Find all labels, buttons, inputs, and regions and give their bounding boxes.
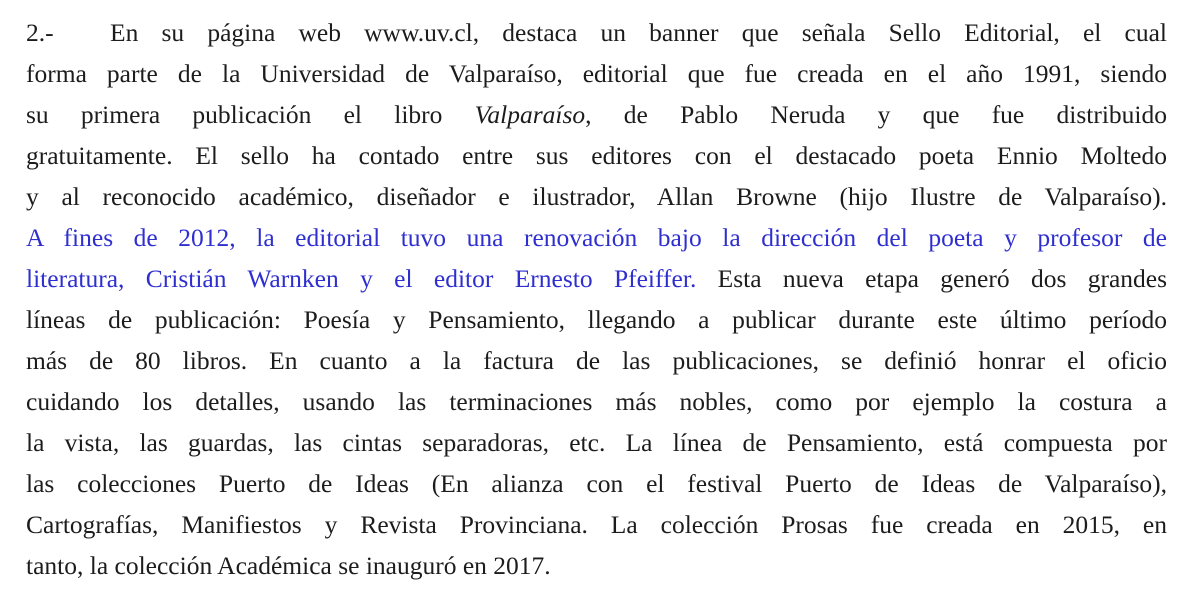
book-title-italic: Valparaíso	[474, 100, 586, 129]
text-line-10: cuidando los detalles, usando las terminaciones más nobles, como por ejemplo la costura a	[26, 387, 1167, 416]
text-line-1-content: En su página web www.uv.cl, destaca un banner que señala Sello Editorial, el cual	[110, 18, 1167, 47]
text-line-7-rest: Esta nueva etapa generó dos grandes	[696, 264, 1167, 293]
text-line-12: las colecciones Puerto de Ideas (En alianza con el festival Puerto de Ideas de Valparaíso),	[26, 469, 1167, 498]
text-line-11: la vista, las guardas, las cintas separadoras, etc. La línea de Pensamiento, está compuesta por	[26, 428, 1167, 457]
text-line-8: líneas de publicación: Poesía y Pensamiento, llegando a publicar durante este último período	[26, 305, 1167, 334]
text-line-9: más de 80 libros. En cuanto a la factura de las publicaciones, se definió honrar el oficio	[26, 346, 1167, 375]
text-line-4: gratuitamente. El sello ha contado entre sus editores con el destacado poeta Ennio Moltedo	[26, 141, 1167, 170]
text-line-1	[26, 12, 1167, 53]
text-line-3	[26, 94, 1167, 135]
text-line-3-start: su primera publicación el libro	[26, 100, 475, 129]
text-line-3-end: , de Pablo Neruda y que fue distribuido	[585, 100, 1167, 129]
text-line-2: forma parte de la Universidad de Valparaíso, editorial que fue creada en el año 1991, siendo	[26, 59, 1167, 88]
text-line-14: tanto, la colección Académica se inauguró en 2017.	[26, 551, 551, 580]
highlighted-line-7: literatura, Cristián Warnken y el editor Ernesto Pfeiffer.	[26, 264, 697, 293]
highlighted-line-6: A fines de 2012, la editorial tuvo una renovación bajo la dirección del poeta y profesor de	[26, 223, 1167, 252]
paragraph-number: 2.-	[26, 18, 54, 47]
text-line-5: y al reconocido académico, diseñador e ilustrador, Allan Browne (hijo Ilustre de Valparaíso).	[26, 182, 1167, 211]
text-line-7	[26, 258, 1167, 299]
paragraph-2	[26, 12, 1167, 586]
text-line-13: Cartografías, Manifiestos y Revista Provinciana. La colección Prosas fue creada en 2015, en	[26, 510, 1167, 539]
